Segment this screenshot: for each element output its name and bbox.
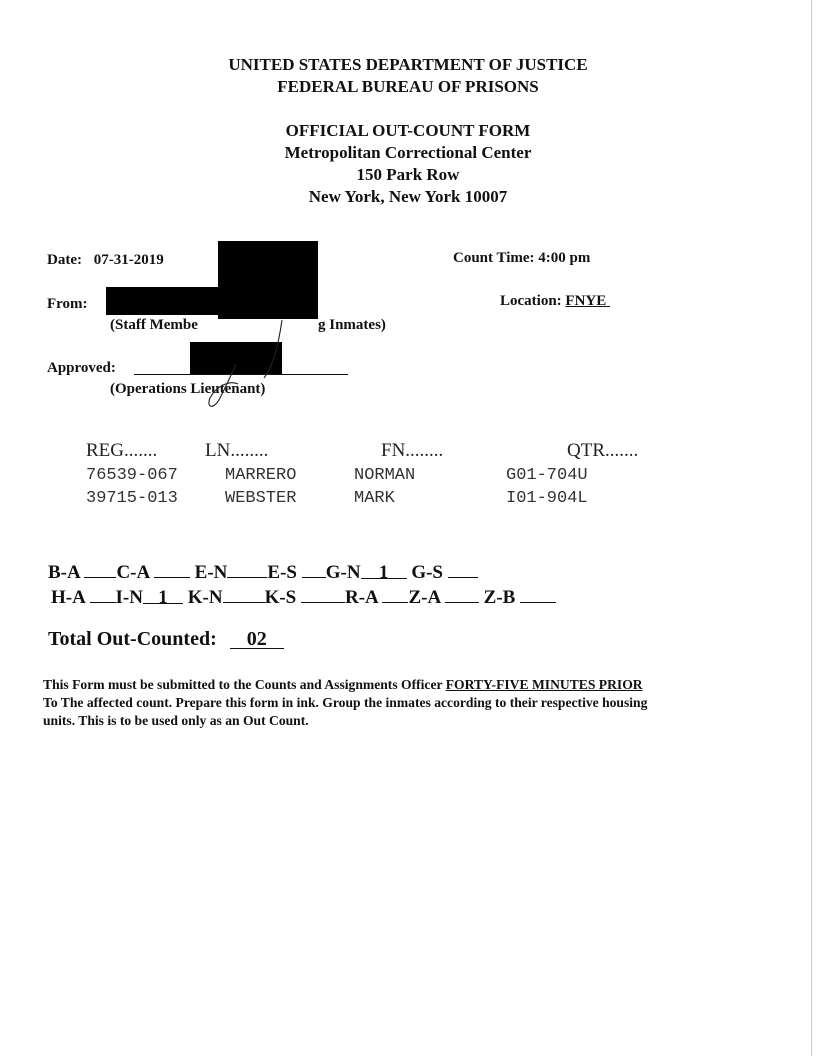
location-label: Location: [500,293,562,309]
approved-label: Approved: [47,360,116,376]
unit-label: K-S [264,587,297,608]
date-value: 07-31-2019 [93,252,164,268]
instructions-emphasis: FORTY-FIVE MINUTES PRIOR [445,677,643,692]
bureau-title: FEDERAL BUREAU OF PRISONS [277,77,539,96]
inmate-2-reg: 39715-013 [86,489,178,508]
unit-value [301,586,345,603]
unit-label: E-N [194,562,228,583]
unit-value [445,586,479,603]
inmate-2-last-name: WEBSTER [225,489,297,508]
column-header-ln: LN........ [205,440,269,461]
approved-caption: (Operations Lieutenant) [110,381,266,397]
unit-label: B-A [48,562,80,583]
unit-label: I-N [115,587,143,608]
redaction-block [106,287,222,315]
inmate-2-quarters: I01-904L [506,489,588,508]
total-value: 02 [230,628,284,649]
unit-value [223,586,265,603]
facility-address-line2: New York, New York 10007 [308,187,508,206]
unit-label: Z-A [408,587,441,608]
unit-label: R-A [345,587,378,608]
unit-value [382,586,408,603]
housing-units-row-1 [48,561,478,584]
staff-caption-b: g Inmates) [318,317,386,333]
inmate-1-reg: 76539-067 [86,466,178,485]
date-field [47,252,164,269]
instructions-line-3: units. This is to be used only as an Out Count. [43,713,309,728]
unit-value: 1 [143,587,183,604]
total-out-counted [48,628,284,651]
instructions-text: This Form must be submitted to the Counts and Assignments Officer [43,677,443,692]
unit-label: H-A [51,587,85,608]
unit-label: G-N [325,562,361,583]
unit-value [84,561,116,578]
count-time-label: Count Time: [453,250,535,266]
unit-label: G-S [411,562,443,583]
unit-label: E-S [267,562,297,583]
date-label: Date: [47,252,82,268]
facility-name: Metropolitan Correctional Center [284,143,532,162]
redaction-block [218,241,318,319]
unit-label: C-A [116,562,150,583]
signature-scribble [180,318,320,413]
unit-value [227,561,267,578]
instructions-line-2: To The affected count. Prepare this form in ink. Group the inmates according to their respective housing [43,695,648,710]
unit-value [520,586,556,603]
column-header-qtr: QTR....... [567,440,639,461]
count-time-field [453,250,590,267]
facility-address-line1: 150 Park Row [356,165,460,184]
total-label: Total Out-Counted: [48,628,217,650]
instructions [43,676,783,730]
from-label: From: [47,296,88,312]
unit-label: Z-B [483,587,516,608]
form-title: OFFICIAL OUT-COUNT FORM [285,121,531,140]
agency-title: UNITED STATES DEPARTMENT OF JUSTICE [228,55,588,74]
count-time-value: 4:00 pm [538,250,591,266]
location-field [500,293,610,310]
unit-value: 1 [361,562,407,579]
column-header-fn: FN........ [381,440,444,461]
inmate-1-quarters: G01-704U [506,466,588,485]
staff-caption-a: (Staff Membe [110,317,198,333]
instructions-line-1 [43,676,783,694]
unit-value [448,561,478,578]
inmate-1-last-name: MARRERO [225,466,297,485]
unit-label: K-N [187,587,223,608]
inmate-2-first-name: MARK [354,489,395,508]
inmate-1-first-name: NORMAN [354,466,416,485]
unit-value [302,561,326,578]
housing-units-row-2 [51,586,556,609]
unit-value [90,586,116,603]
unit-value [154,561,190,578]
column-header-reg: REG....... [86,440,158,461]
location-value: FNYE [565,293,607,309]
